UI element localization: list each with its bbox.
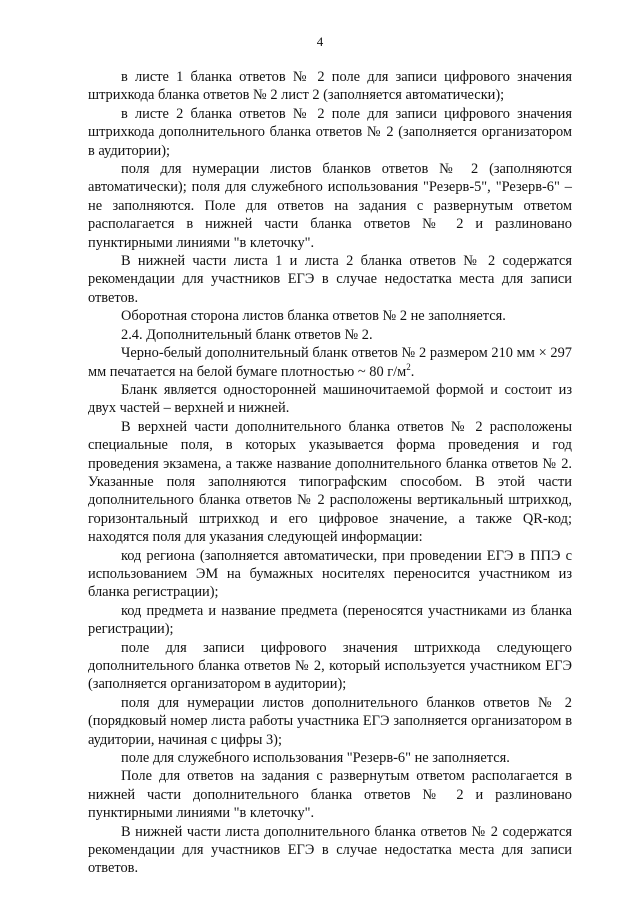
superscript: 2 — [406, 361, 411, 372]
paper-size-text: Черно-белый дополнительный бланк ответов № 2 размером 210 мм × 297 мм печатается на белой бумаге плотностью ~ 80 г/м — [88, 345, 572, 380]
paragraph: в листе 2 бланка ответов № 2 поле для записи цифрового значения штрихкода дополнительного бланка ответов № 2 (заполняется организатором в аудитории); — [88, 105, 572, 159]
section-heading: 2.4. Дополнительный бланк ответов № 2. — [121, 326, 373, 343]
paragraph: поле для записи цифрового значения штрихкода следующего дополнительного бланка ответов № 2, который используется участником ЕГЭ (заполняется организатором в аудитории); — [88, 639, 572, 693]
paragraph: Поле для ответов на задания с развернутым ответом располагается в нижней части дополнительного бланка ответов № 2 и разлиновано пунктирными линиями "в клеточку". — [88, 768, 572, 822]
paragraph: Оборотная сторона листов бланка ответов № 2 не заполняется. — [121, 308, 506, 325]
document-body — [88, 68, 572, 878]
paragraph: В нижней части листа дополнительного бланка ответов № 2 содержатся рекомендации для участников ЕГЭ в случае недостатка места для записи ответов. — [88, 823, 572, 877]
paragraph: код предмета и название предмета (переносятся участниками из бланка регистрации); — [88, 602, 572, 638]
page-number: 4 — [316, 34, 324, 49]
paper-size-suffix: . — [410, 363, 415, 380]
paragraph: В нижней части листа 1 и листа 2 бланка ответов № 2 содержатся рекомендации для участников ЕГЭ в случае недостатка места для записи ответов. — [88, 253, 572, 306]
paragraph: код региона (заполняется автоматически, при проведении ЕГЭ в ППЭ с использованием ЭМ на бумажных носителях переносится участником из бланка регистрации); — [88, 547, 572, 601]
paragraph: поля для нумерации листов бланков ответов № 2 (заполняются автоматически); поля для служебного использования "Резерв-5", "Резерв-6" – не заполняются. Поле для ответов на задания с развернутым ответом располагается в нижней части бланка ответов № 2 и разлиновано пунктирными линиями "в клеточку". — [88, 161, 572, 251]
paragraph: поля для нумерации листов дополнительного бланков ответов № 2 (порядковый номер листа работы участника ЕГЭ заполняется организатором в аудитории, начиная с цифры 3); — [88, 694, 572, 748]
paragraph: поле для служебного использования "Резерв-6" не заполняется. — [121, 750, 510, 767]
paragraph: Бланк является односторонней машиночитаемой формой и состоит из двух частей – верхней и нижней. — [88, 381, 572, 417]
paragraph: В верхней части дополнительного бланка ответов № 2 расположены специальные поля, в которых указывается форма проведения и год проведения экзамена, а также название дополнительного бланка ответов № 2. Указанные поля заполняются типографским способом. В этой части дополнительного бланка ответов № 2 расположены вертикальный штрихкод, горизонтальный штрихкод и его цифровое значение, а также QR-код; находятся поля для указания следующей информации: — [88, 418, 572, 546]
paper-size-paragraph — [88, 344, 572, 381]
paragraph: в листе 1 бланка ответов № 2 поле для записи цифрового значения штрихкода бланка ответов № 2 лист 2 (заполняется автоматически); — [88, 69, 572, 104]
